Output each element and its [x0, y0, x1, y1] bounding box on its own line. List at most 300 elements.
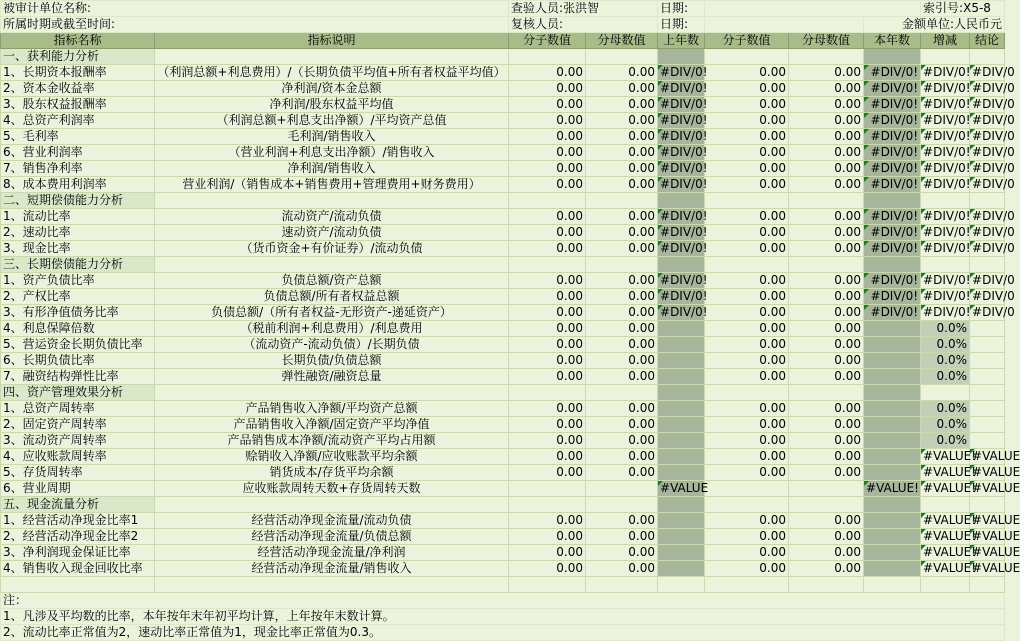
value-cell[interactable]: 0.00 — [509, 401, 586, 417]
indicator-desc[interactable]: 流动资产/流动负债 — [155, 209, 509, 225]
value-cell[interactable]: 0.00 — [586, 241, 658, 257]
cell[interactable] — [705, 49, 789, 65]
value-cell[interactable]: 0.00 — [789, 289, 864, 305]
value-cell[interactable]: 0.00 — [509, 353, 586, 369]
indicator-desc[interactable]: 经营活动净现金流量/销售收入 — [155, 561, 509, 577]
value-cell[interactable]: #DIV/0 — [970, 177, 1005, 193]
cell[interactable] — [864, 497, 921, 513]
value-cell[interactable]: #DIV/0! — [658, 97, 705, 113]
value-cell[interactable] — [658, 369, 705, 385]
value-cell[interactable]: #VALUE — [970, 449, 1005, 465]
col-header[interactable]: 上年数 — [658, 33, 705, 49]
value-cell[interactable]: 0.0% — [921, 369, 970, 385]
indicator-name[interactable]: 6、营业利润率 — [1, 145, 155, 161]
value-cell[interactable]: #DIV/0! — [864, 289, 921, 305]
audited-unit-label[interactable]: 被审计单位名称: — [1, 1, 509, 17]
value-cell[interactable]: 0.00 — [789, 529, 864, 545]
indicator-desc[interactable]: 净利润/资本金总额 — [155, 81, 509, 97]
cell[interactable] — [864, 257, 921, 273]
value-cell[interactable]: 0.00 — [789, 449, 864, 465]
cell[interactable] — [789, 497, 864, 513]
value-cell[interactable]: 0.0% — [921, 401, 970, 417]
indicator-name[interactable]: 1、资产负债比率 — [1, 273, 155, 289]
cell[interactable] — [864, 577, 921, 593]
indicator-desc[interactable]: 速动资产/流动负债 — [155, 225, 509, 241]
cell[interactable] — [705, 497, 789, 513]
cell[interactable] — [509, 193, 586, 209]
value-cell[interactable] — [658, 561, 705, 577]
value-cell[interactable]: 0.00 — [705, 513, 789, 529]
cell[interactable] — [509, 577, 586, 593]
value-cell[interactable]: 0.00 — [509, 225, 586, 241]
cell[interactable] — [864, 385, 921, 401]
cell[interactable] — [155, 257, 509, 273]
value-cell[interactable] — [864, 449, 921, 465]
value-cell[interactable]: #DIV/0! — [658, 145, 705, 161]
value-cell[interactable]: #DIV/0 — [970, 129, 1005, 145]
value-cell[interactable]: #DIV/0! — [921, 113, 970, 129]
value-cell[interactable]: 0.00 — [789, 65, 864, 81]
value-cell[interactable]: 0.00 — [705, 433, 789, 449]
value-cell[interactable] — [658, 417, 705, 433]
value-cell[interactable]: #DIV/0! — [864, 65, 921, 81]
value-cell[interactable]: #DIV/0 — [970, 97, 1005, 113]
value-cell[interactable]: #DIV/0! — [658, 289, 705, 305]
value-cell[interactable] — [970, 369, 1005, 385]
value-cell[interactable]: 0.00 — [586, 145, 658, 161]
value-cell[interactable]: 0.0% — [921, 417, 970, 433]
value-cell[interactable]: 0.00 — [586, 545, 658, 561]
value-cell[interactable]: 0.00 — [509, 81, 586, 97]
value-cell[interactable] — [658, 449, 705, 465]
value-cell[interactable]: 0.00 — [509, 289, 586, 305]
value-cell[interactable]: #VALUE — [970, 465, 1005, 481]
value-cell[interactable]: #VALUE! — [864, 481, 921, 497]
cell[interactable] — [586, 49, 658, 65]
indicator-desc[interactable]: 营业利润/（销售成本+销售费用+管理费用+财务费用） — [155, 177, 509, 193]
value-cell[interactable]: 0.00 — [509, 513, 586, 529]
cell[interactable] — [970, 193, 1005, 209]
value-cell[interactable]: 0.00 — [705, 81, 789, 97]
value-cell[interactable]: 0.00 — [789, 433, 864, 449]
value-cell[interactable]: 0.00 — [509, 65, 586, 81]
value-cell[interactable]: #VALUE — [970, 481, 1005, 497]
indicator-desc[interactable]: 负债总额/资产总额 — [155, 273, 509, 289]
value-cell[interactable]: 0.00 — [705, 337, 789, 353]
cell[interactable] — [586, 193, 658, 209]
cell[interactable] — [864, 49, 921, 65]
value-cell[interactable]: 0.00 — [705, 161, 789, 177]
value-cell[interactable]: #DIV/0! — [864, 161, 921, 177]
indicator-desc[interactable]: 负债总额/所有者权益总额 — [155, 289, 509, 305]
cell[interactable] — [789, 385, 864, 401]
value-cell[interactable]: #VALUE! — [921, 481, 970, 497]
col-header[interactable]: 分子数值 — [509, 33, 586, 49]
value-cell[interactable]: 0.00 — [509, 113, 586, 129]
value-cell[interactable]: 0.00 — [789, 321, 864, 337]
value-cell[interactable]: #DIV/0 — [970, 81, 1005, 97]
value-cell[interactable]: 0.00 — [705, 545, 789, 561]
indicator-desc[interactable]: （利润总额+利息支出净额）/平均资产总值 — [155, 113, 509, 129]
cell[interactable] — [658, 497, 705, 513]
value-cell[interactable] — [658, 353, 705, 369]
value-cell[interactable]: 0.00 — [586, 305, 658, 321]
indicator-name[interactable]: 7、融资结构弹性比率 — [1, 369, 155, 385]
value-cell[interactable]: #DIV/0! — [658, 113, 705, 129]
value-cell[interactable] — [789, 481, 864, 497]
value-cell[interactable] — [970, 353, 1005, 369]
cell[interactable] — [789, 193, 864, 209]
value-cell[interactable]: #DIV/0! — [921, 289, 970, 305]
value-cell[interactable]: #DIV/0! — [864, 225, 921, 241]
value-cell[interactable] — [586, 481, 658, 497]
value-cell[interactable]: #VALUE — [970, 561, 1005, 577]
indicator-desc[interactable]: 净利润/销售收入 — [155, 161, 509, 177]
value-cell[interactable]: 0.00 — [705, 449, 789, 465]
value-cell[interactable] — [864, 417, 921, 433]
value-cell[interactable] — [658, 433, 705, 449]
value-cell[interactable] — [864, 321, 921, 337]
section-title[interactable]: 一、获利能力分析 — [1, 49, 155, 65]
value-cell[interactable] — [658, 529, 705, 545]
value-cell[interactable]: 0.00 — [509, 273, 586, 289]
section-title[interactable]: 三、长期偿债能力分析 — [1, 257, 155, 273]
value-cell[interactable]: #DIV/0! — [864, 145, 921, 161]
indicator-name[interactable]: 1、长期资本报酬率 — [1, 65, 155, 81]
indicator-name[interactable]: 6、长期负债比率 — [1, 353, 155, 369]
cell[interactable] — [509, 49, 586, 65]
col-header[interactable]: 本年数 — [864, 33, 921, 49]
indicator-name[interactable]: 7、销售净利率 — [1, 161, 155, 177]
cell[interactable] — [921, 49, 970, 65]
indicator-name[interactable]: 8、成本费用利润率 — [1, 177, 155, 193]
col-header[interactable]: 指标名称 — [1, 33, 155, 49]
value-cell[interactable]: 0.00 — [586, 513, 658, 529]
cell[interactable] — [509, 385, 586, 401]
value-cell[interactable]: 0.00 — [509, 369, 586, 385]
value-cell[interactable]: #VALUE! — [921, 545, 970, 561]
cell[interactable] — [921, 577, 970, 593]
value-cell[interactable]: 0.00 — [705, 225, 789, 241]
section-title[interactable]: 四、资产管理效果分析 — [1, 385, 155, 401]
indicator-name[interactable]: 3、有形净值债务比率 — [1, 305, 155, 321]
value-cell[interactable]: 0.00 — [586, 449, 658, 465]
value-cell[interactable]: 0.00 — [705, 65, 789, 81]
indicator-desc[interactable]: 经营活动净现金流量/负债总额 — [155, 529, 509, 545]
value-cell[interactable]: #DIV/0! — [658, 129, 705, 145]
value-cell[interactable] — [970, 337, 1005, 353]
indicator-desc[interactable]: 销货成本/存货平均余额 — [155, 465, 509, 481]
value-cell[interactable]: 0.00 — [586, 417, 658, 433]
value-cell[interactable] — [970, 321, 1005, 337]
cell[interactable] — [921, 257, 970, 273]
indicator-desc[interactable]: 净利润/股东权益平均值 — [155, 97, 509, 113]
value-cell[interactable] — [864, 465, 921, 481]
indicator-desc[interactable]: （货币资金+有价证券）/流动负债 — [155, 241, 509, 257]
value-cell[interactable]: 0.00 — [509, 449, 586, 465]
notes-title[interactable]: 注： — [1, 593, 1005, 609]
value-cell[interactable] — [658, 545, 705, 561]
value-cell[interactable]: 0.00 — [586, 353, 658, 369]
value-cell[interactable]: #VALUE — [970, 545, 1005, 561]
value-cell[interactable] — [864, 401, 921, 417]
value-cell[interactable] — [970, 433, 1005, 449]
cell[interactable] — [155, 49, 509, 65]
value-cell[interactable]: #DIV/0 — [970, 161, 1005, 177]
value-cell[interactable]: #DIV/0! — [921, 225, 970, 241]
col-header[interactable]: 分母数值 — [789, 33, 864, 49]
value-cell[interactable]: 0.00 — [509, 465, 586, 481]
value-cell[interactable]: #DIV/0! — [921, 177, 970, 193]
value-cell[interactable]: #DIV/0 — [970, 305, 1005, 321]
cell[interactable] — [658, 577, 705, 593]
value-cell[interactable]: #DIV/0! — [864, 241, 921, 257]
indicator-desc[interactable]: 产品销售收入净额/固定资产平均净值 — [155, 417, 509, 433]
indicator-name[interactable]: 4、销售收入现金回收比率 — [1, 561, 155, 577]
value-cell[interactable]: 0.00 — [789, 513, 864, 529]
cell[interactable] — [970, 385, 1005, 401]
value-cell[interactable]: #DIV/0 — [970, 273, 1005, 289]
date-label-1[interactable]: 日期: — [658, 1, 705, 17]
cell[interactable] — [789, 577, 864, 593]
value-cell[interactable]: #VALUE! — [921, 561, 970, 577]
value-cell[interactable] — [705, 481, 789, 497]
value-cell[interactable]: 0.00 — [586, 273, 658, 289]
indicator-name[interactable]: 3、现金比率 — [1, 241, 155, 257]
cell[interactable] — [155, 497, 509, 513]
cell[interactable] — [921, 497, 970, 513]
col-header[interactable]: 增减 — [921, 33, 970, 49]
value-cell[interactable]: 0.00 — [705, 129, 789, 145]
value-cell[interactable]: 0.00 — [586, 289, 658, 305]
indicator-desc[interactable]: 赊销收入净额/应收账款平均余额 — [155, 449, 509, 465]
indicator-name[interactable]: 1、总资产周转率 — [1, 401, 155, 417]
date-label-2[interactable]: 日期: — [658, 17, 705, 33]
cell[interactable] — [155, 385, 509, 401]
value-cell[interactable]: #DIV/0 — [970, 289, 1005, 305]
value-cell[interactable]: 0.00 — [789, 545, 864, 561]
indicator-name[interactable]: 2、速动比率 — [1, 225, 155, 241]
value-cell[interactable]: 0.00 — [789, 401, 864, 417]
value-cell[interactable]: #DIV/0 — [970, 145, 1005, 161]
value-cell[interactable]: #DIV/0! — [658, 161, 705, 177]
value-cell[interactable] — [864, 545, 921, 561]
section-title[interactable]: 二、短期偿债能力分析 — [1, 193, 155, 209]
value-cell[interactable]: #DIV/0 — [970, 209, 1005, 225]
indicator-desc[interactable]: 经营活动净现金流量/净利润 — [155, 545, 509, 561]
indicator-name[interactable]: 6、营业周期 — [1, 481, 155, 497]
value-cell[interactable]: #DIV/0! — [864, 305, 921, 321]
value-cell[interactable]: 0.00 — [509, 177, 586, 193]
value-cell[interactable]: 0.00 — [789, 417, 864, 433]
indicator-desc[interactable]: 经营活动净现金流量/流动负债 — [155, 513, 509, 529]
cell[interactable] — [970, 49, 1005, 65]
value-cell[interactable]: 0.00 — [586, 81, 658, 97]
value-cell[interactable]: 0.00 — [789, 81, 864, 97]
value-cell[interactable]: #DIV/0! — [864, 81, 921, 97]
value-cell[interactable]: 0.00 — [705, 321, 789, 337]
cell[interactable] — [789, 49, 864, 65]
value-cell[interactable]: 0.00 — [586, 465, 658, 481]
value-cell[interactable]: 0.00 — [705, 241, 789, 257]
value-cell[interactable] — [658, 465, 705, 481]
value-cell[interactable] — [970, 417, 1005, 433]
indicator-desc[interactable]: （营业利润+利息支出净额）/销售收入 — [155, 145, 509, 161]
value-cell[interactable]: #DIV/0! — [921, 65, 970, 81]
indicator-name[interactable]: 3、流动资产周转率 — [1, 433, 155, 449]
value-cell[interactable]: 0.00 — [586, 177, 658, 193]
value-cell[interactable]: #DIV/0 — [970, 225, 1005, 241]
indicator-name[interactable]: 4、利息保障倍数 — [1, 321, 155, 337]
value-cell[interactable]: 0.00 — [789, 561, 864, 577]
value-cell[interactable]: 0.00 — [705, 289, 789, 305]
cell[interactable] — [705, 257, 789, 273]
indicator-name[interactable]: 1、流动比率 — [1, 209, 155, 225]
value-cell[interactable]: 0.00 — [586, 65, 658, 81]
value-cell[interactable]: 0.00 — [789, 161, 864, 177]
value-cell[interactable]: 0.00 — [586, 321, 658, 337]
value-cell[interactable]: 0.00 — [509, 209, 586, 225]
value-cell[interactable]: 0.00 — [789, 113, 864, 129]
indicator-name[interactable]: 3、股东权益报酬率 — [1, 97, 155, 113]
value-cell[interactable]: #VALUE — [658, 481, 705, 497]
col-header[interactable]: 结论 — [970, 33, 1005, 49]
value-cell[interactable]: #DIV/0! — [864, 209, 921, 225]
value-cell[interactable]: #DIV/0! — [921, 209, 970, 225]
indicator-name[interactable]: 2、固定资产周转率 — [1, 417, 155, 433]
value-cell[interactable]: #DIV/0! — [658, 177, 705, 193]
value-cell[interactable]: #DIV/0 — [970, 241, 1005, 257]
indicator-desc[interactable]: （流动资产-流动负债）/长期负债 — [155, 337, 509, 353]
indicator-desc[interactable]: 弹性融资/融资总量 — [155, 369, 509, 385]
value-cell[interactable] — [658, 337, 705, 353]
cell[interactable] — [586, 577, 658, 593]
reviewer-label[interactable]: 复核人员: — [509, 17, 658, 33]
value-cell[interactable]: 0.0% — [921, 433, 970, 449]
section-title[interactable]: 五、现金流量分析 — [1, 497, 155, 513]
value-cell[interactable]: 0.0% — [921, 337, 970, 353]
value-cell[interactable]: #DIV/0 — [970, 65, 1005, 81]
value-cell[interactable]: 0.00 — [789, 177, 864, 193]
value-cell[interactable]: #VALUE! — [921, 449, 970, 465]
value-cell[interactable]: #DIV/0! — [864, 113, 921, 129]
value-cell[interactable]: #DIV/0! — [658, 81, 705, 97]
value-cell[interactable] — [864, 433, 921, 449]
cell[interactable] — [658, 385, 705, 401]
value-cell[interactable]: #DIV/0! — [921, 161, 970, 177]
value-cell[interactable]: 0.00 — [586, 337, 658, 353]
value-cell[interactable]: 0.00 — [586, 529, 658, 545]
indicator-name[interactable]: 5、营运资金长期负债比率 — [1, 337, 155, 353]
value-cell[interactable]: #DIV/0! — [921, 145, 970, 161]
value-cell[interactable]: 0.00 — [509, 545, 586, 561]
value-cell[interactable]: 0.00 — [705, 465, 789, 481]
value-cell[interactable]: #DIV/0! — [921, 305, 970, 321]
period-label[interactable]: 所属时期或截至时间: — [1, 17, 509, 33]
indicator-name[interactable]: 5、毛利率 — [1, 129, 155, 145]
value-cell[interactable]: 0.0% — [921, 321, 970, 337]
value-cell[interactable] — [658, 513, 705, 529]
value-cell[interactable]: 0.00 — [705, 369, 789, 385]
value-cell[interactable] — [864, 529, 921, 545]
indicator-name[interactable]: 2、经营活动净现金比率2 — [1, 529, 155, 545]
value-cell[interactable]: 0.00 — [705, 401, 789, 417]
value-cell[interactable]: 0.00 — [586, 97, 658, 113]
value-cell[interactable]: 0.00 — [705, 113, 789, 129]
value-cell[interactable] — [658, 321, 705, 337]
value-cell[interactable]: 0.00 — [509, 417, 586, 433]
value-cell[interactable]: #DIV/0! — [921, 273, 970, 289]
indicator-name[interactable]: 3、净利润现金保证比率 — [1, 545, 155, 561]
value-cell[interactable]: 0.00 — [705, 273, 789, 289]
cell[interactable] — [705, 577, 789, 593]
indicator-desc[interactable]: （利润总额+利息费用）/（长期负债平均值+所有者权益平均值） — [155, 65, 509, 81]
value-cell[interactable]: 0.00 — [509, 305, 586, 321]
indicator-name[interactable]: 4、应收账款周转率 — [1, 449, 155, 465]
value-cell[interactable] — [658, 401, 705, 417]
indicator-desc[interactable]: 产品销售收入净额/平均资产总额 — [155, 401, 509, 417]
value-cell[interactable]: 0.00 — [586, 225, 658, 241]
cell[interactable] — [970, 577, 1005, 593]
value-cell[interactable]: 0.00 — [586, 209, 658, 225]
col-header[interactable]: 指标说明 — [155, 33, 509, 49]
value-cell[interactable]: #VALUE! — [921, 529, 970, 545]
value-cell[interactable]: 0.00 — [789, 209, 864, 225]
value-cell[interactable] — [864, 353, 921, 369]
value-cell[interactable]: #DIV/0! — [658, 225, 705, 241]
col-header[interactable]: 分子数值 — [705, 33, 789, 49]
indicator-desc[interactable]: 负债总额/（所有者权益-无形资产-递延资产） — [155, 305, 509, 321]
value-cell[interactable]: #VALUE — [970, 513, 1005, 529]
value-cell[interactable]: #DIV/0! — [658, 209, 705, 225]
value-cell[interactable]: 0.00 — [509, 337, 586, 353]
notes-line-1[interactable]: 1、凡涉及平均数的比率，本年按年末年初平均计算，上年按年末数计算。 — [1, 609, 1005, 625]
indicator-name[interactable]: 4、总资产利润率 — [1, 113, 155, 129]
value-cell[interactable]: 0.00 — [789, 353, 864, 369]
cell[interactable] — [658, 193, 705, 209]
cell[interactable] — [789, 257, 864, 273]
value-cell[interactable]: 0.00 — [705, 417, 789, 433]
value-cell[interactable] — [864, 513, 921, 529]
value-cell[interactable]: 0.00 — [789, 337, 864, 353]
indicator-name[interactable]: 2、产权比率 — [1, 289, 155, 305]
cell[interactable] — [509, 257, 586, 273]
value-cell[interactable]: 0.00 — [509, 145, 586, 161]
value-cell[interactable]: #VALUE! — [921, 513, 970, 529]
value-cell[interactable]: 0.00 — [586, 161, 658, 177]
notes-line-2[interactable]: 2、流动比率正常值为2，速动比率正常值为1，现金比率正常值为0.3。 — [1, 625, 1005, 641]
value-cell[interactable]: #DIV/0 — [970, 113, 1005, 129]
value-cell[interactable]: #VALUE! — [921, 465, 970, 481]
value-cell[interactable]: 0.00 — [705, 529, 789, 545]
cell[interactable] — [155, 193, 509, 209]
value-cell[interactable]: 0.00 — [586, 113, 658, 129]
value-cell[interactable]: 0.00 — [509, 433, 586, 449]
value-cell[interactable]: #DIV/0! — [658, 65, 705, 81]
indicator-desc[interactable]: 应收账款周转天数+存货周转天数 — [155, 481, 509, 497]
value-cell[interactable]: 0.00 — [509, 321, 586, 337]
value-cell[interactable]: 0.00 — [789, 465, 864, 481]
cell[interactable] — [155, 577, 509, 593]
cell[interactable] — [705, 385, 789, 401]
cell[interactable] — [586, 257, 658, 273]
cell[interactable] — [586, 385, 658, 401]
value-cell[interactable]: 0.00 — [586, 561, 658, 577]
indicator-name[interactable]: 1、经营活动净现金比率1 — [1, 513, 155, 529]
value-cell[interactable]: 0.00 — [586, 129, 658, 145]
value-cell[interactable]: #DIV/0! — [864, 177, 921, 193]
value-cell[interactable]: #DIV/0! — [921, 81, 970, 97]
